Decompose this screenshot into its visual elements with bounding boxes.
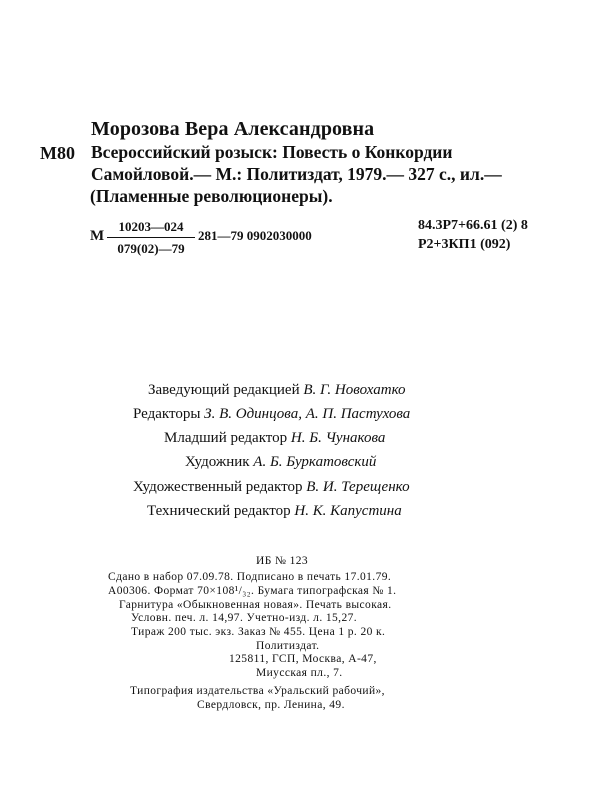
credit-line	[133, 406, 410, 423]
publisher-address: 125811, ГСП, Москва, А-47,	[229, 653, 377, 665]
credit-role: Технический редактор	[147, 503, 291, 519]
credit-name: В. Г. Новохатко	[303, 382, 406, 398]
fraction-numerator: 10203—024	[107, 219, 195, 238]
publisher-name: Политиздат.	[256, 640, 320, 652]
credit-name: А. Б. Буркатовский	[253, 454, 377, 470]
printer-name: Типография издательства «Уральский рабочий»,	[130, 685, 385, 697]
credit-line	[164, 430, 385, 447]
credit-name: В. И. Терещенко	[306, 479, 410, 495]
ib-number: ИБ № 123	[256, 555, 309, 567]
credit-role: Художник	[185, 454, 250, 470]
classification-code-1: 84.3Р7+66.61 (2) 8	[418, 218, 528, 233]
credit-role: Младший редактор	[164, 430, 288, 446]
imprint-line: А00306. Формат 70×108¹/₃₂. Бумага типографская № 1.	[108, 585, 397, 597]
printer-address: Свердловск, пр. Ленина, 49.	[197, 699, 345, 711]
credit-name: Н. К. Капустина	[294, 503, 402, 519]
credit-line	[148, 382, 406, 399]
description-line-3: (Пламенные революционеры).	[90, 186, 333, 206]
credit-line	[185, 454, 376, 471]
credit-role: Заведующий редакцией	[148, 382, 300, 398]
index-letter: М	[90, 228, 105, 244]
author-code: М80	[40, 143, 75, 163]
credit-line	[133, 479, 410, 496]
imprint-line: Тираж 200 тыс. экз. Заказ № 455. Цена 1 р. 20 к.	[131, 626, 386, 638]
serial-number: 281—79 0902030000	[198, 228, 312, 243]
publisher-address: Миусская пл., 7.	[256, 667, 343, 679]
imprint-line: Сдано в набор 07.09.78. Подписано в печать 17.01.79.	[108, 571, 392, 583]
imprint-line: Гарнитура «Обыкновенная новая». Печать высокая.	[119, 599, 392, 611]
credit-name: З. В. Одинцова, А. П. Пастухова	[204, 406, 411, 422]
credit-line	[147, 503, 402, 520]
fraction-denominator: 079(02)—79	[117, 241, 185, 256]
classification-code-2: Р2+3КП1 (092)	[418, 237, 511, 252]
credit-role: Редакторы	[133, 406, 201, 422]
credit-role: Художественный редактор	[133, 479, 303, 495]
imprint-line: Условн. печ. л. 14,97. Учетно-изд. л. 15,27.	[131, 612, 358, 624]
description-line-2: Самойловой.— М.: Политиздат, 1979.— 327 с., ил.—	[91, 164, 502, 184]
credit-name: Н. Б. Чунакова	[290, 430, 386, 446]
author-name: Морозова Вера Александровна	[91, 118, 375, 140]
catalog-fraction	[107, 219, 195, 257]
description-line-1: Всероссийский розыск: Повесть о Конкордии	[91, 142, 453, 162]
